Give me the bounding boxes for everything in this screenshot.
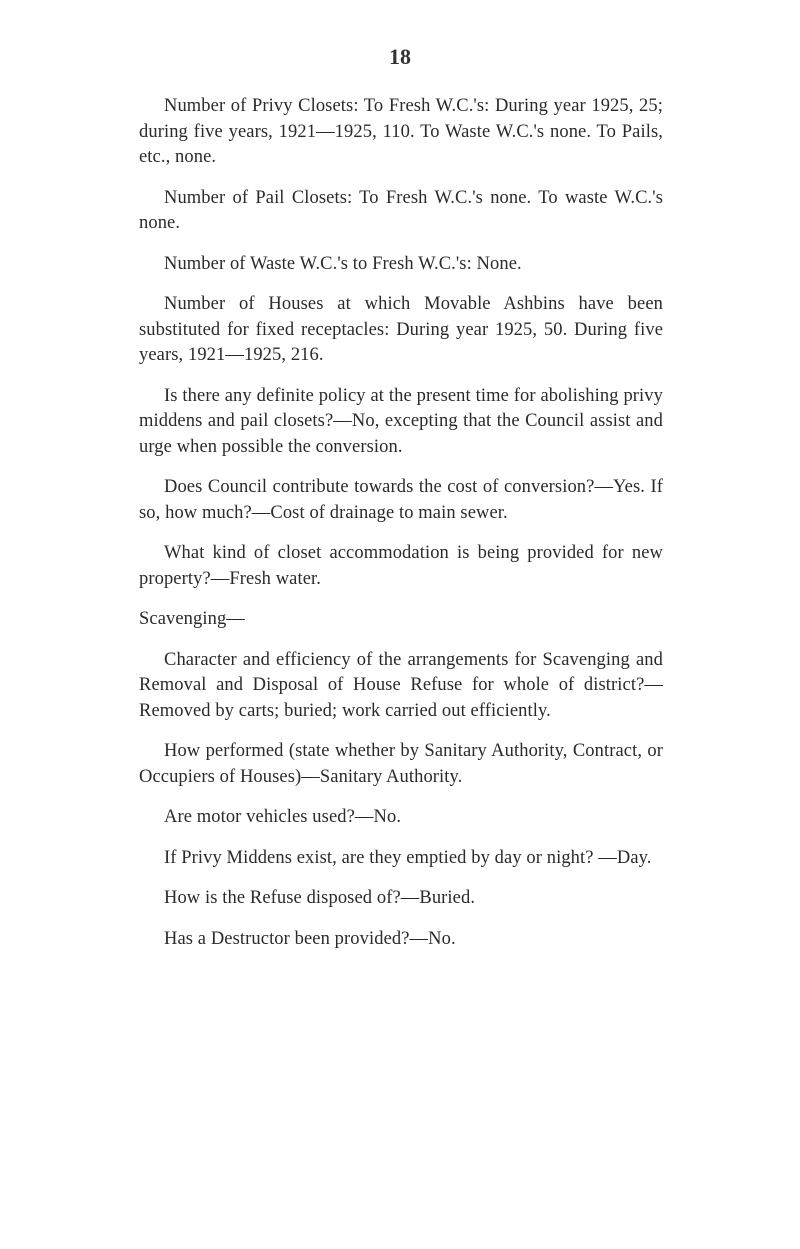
document-body — [139, 94, 663, 967]
paragraph-privy-closets: Number of Privy Closets: To Fresh W.C.'s: During year 1925, 25; during five years, 1921—1925, 110. To Waste W.C.'s none. To Pails, etc., none. — [139, 96, 663, 167]
paragraph-closet-accommodation: What kind of closet accommodation is being provided for new property?—Fresh water. — [139, 543, 663, 589]
paragraph-scavenging-character: Character and efficiency of the arrangements for Scavenging and Removal and Disposal of House Refuse for whole of district?—Removed by carts; buried; work carried out efficiently. — [139, 649, 663, 721]
section-heading-scavenging: Scavenging— — [139, 609, 245, 629]
paragraph-motor-vehicles: Are motor vehicles used?—No. — [164, 807, 402, 827]
paragraph-waste-wc: Number of Waste W.C.'s to Fresh W.C.'s: None. — [164, 253, 522, 274]
paragraph-destructor: Has a Destructor been provided?—No. — [164, 928, 456, 949]
paragraph-pail-closets: Number of Pail Closets: To Fresh W.C.'s none. To waste W.C.'s none. — [139, 187, 663, 233]
paragraph-how-performed: How performed (state whether by Sanitary Authority, Contract, or Occupiers of Houses)—Sanitary Authority. — [139, 741, 663, 787]
page-number: 18 — [389, 44, 411, 69]
paragraph-privy-middens: If Privy Middens exist, are they emptied by day or night? —Day. — [164, 847, 652, 868]
paragraph-refuse-disposal: How is the Refuse disposed of?—Buried. — [164, 888, 476, 908]
paragraph-ashbins: Number of Houses at which Movable Ashbins have been substituted for fixed receptacles: During year 1925, 50. During five years, 1921—1925, 216. — [139, 294, 663, 365]
paragraph-policy: Is there any definite policy at the present time for abolishing privy middens and pail closets?—No, excepting that the Council assist and urge when possible the conversion. — [139, 385, 663, 457]
paragraph-council-contribution: Does Council contribute towards the cost of conversion?—Yes. If so, how much?—Cost of drainage to main sewer. — [139, 477, 663, 523]
